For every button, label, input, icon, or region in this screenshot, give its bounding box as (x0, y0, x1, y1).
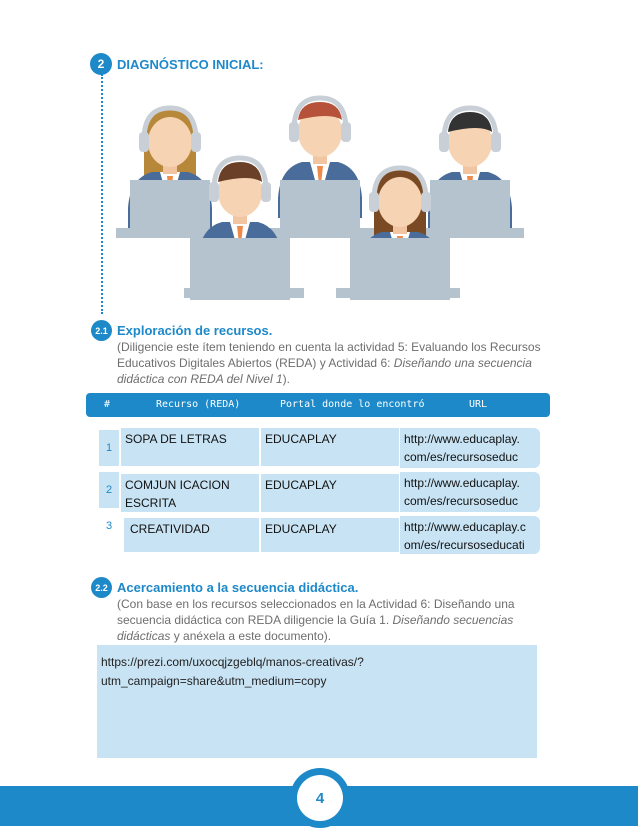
table-row-2-url: http://www.educaplay. com/es/recursoseduc (400, 472, 540, 512)
sequence-answer-box: https://prezi.com/uxocqjzgeblq/manos-creativas/? utm_campaign=share&utm_medium=copy (97, 645, 537, 758)
header-url: URL (469, 399, 488, 410)
resources-table-header (86, 393, 550, 417)
table-row-3-number: 3 (99, 516, 119, 536)
section-2-badge: 2 (90, 53, 112, 75)
section-2-2-badge: 2.2 (91, 577, 112, 598)
section-2-title: DIAGNÓSTICO INICIAL: (117, 57, 264, 72)
section-2-1-badge: 2.1 (91, 320, 112, 341)
header-recurso: Recurso (REDA) (156, 399, 241, 410)
table-row-1-recurso: SOPA DE LETRAS (121, 428, 259, 466)
section-2-1-title: Exploración de recursos. (117, 323, 273, 338)
section-dotted-connector (101, 74, 103, 314)
table-row-2-number: 2 (99, 472, 119, 508)
header-number: # (104, 399, 111, 410)
table-row-3-url: http://www.educaplay.c om/es/recursoseducati (400, 516, 540, 554)
table-row-1-number: 1 (99, 430, 119, 466)
section-2-1-description: (Diligencie este ítem teniendo en cuenta la actividad 5: Evaluando los Recursos Educativos Digitales Abiertos (REDA) y Actividad 6: Diseñando una secuencia didáctica con REDA del Nivel 1). (117, 340, 541, 386)
page-number: 4 (297, 775, 343, 821)
header-portal: Portal donde lo encontró (280, 399, 425, 410)
table-row-1-url: http://www.educaplay. com/es/recursoseduc (400, 428, 540, 468)
table-row-3-portal: EDUCAPLAY (261, 518, 399, 552)
section-2-2-title: Acercamiento a la secuencia didáctica. (117, 580, 359, 595)
people-with-headsets-illustration (110, 88, 530, 310)
table-row-1-portal: EDUCAPLAY (261, 428, 399, 466)
table-row-2-recurso: COMJUN ICACION ESCRITA (121, 474, 259, 512)
table-row-3-recurso: CREATIVIDAD (124, 518, 259, 552)
section-2-2-description: (Con base en los recursos seleccionados en la Actividad 6: Diseñando una secuencia didáctica con REDA diligencie la Guía 1. Diseñando secuencias didácticas y anéxela a este documento). (117, 597, 515, 643)
table-row-2-portal: EDUCAPLAY (261, 474, 399, 512)
